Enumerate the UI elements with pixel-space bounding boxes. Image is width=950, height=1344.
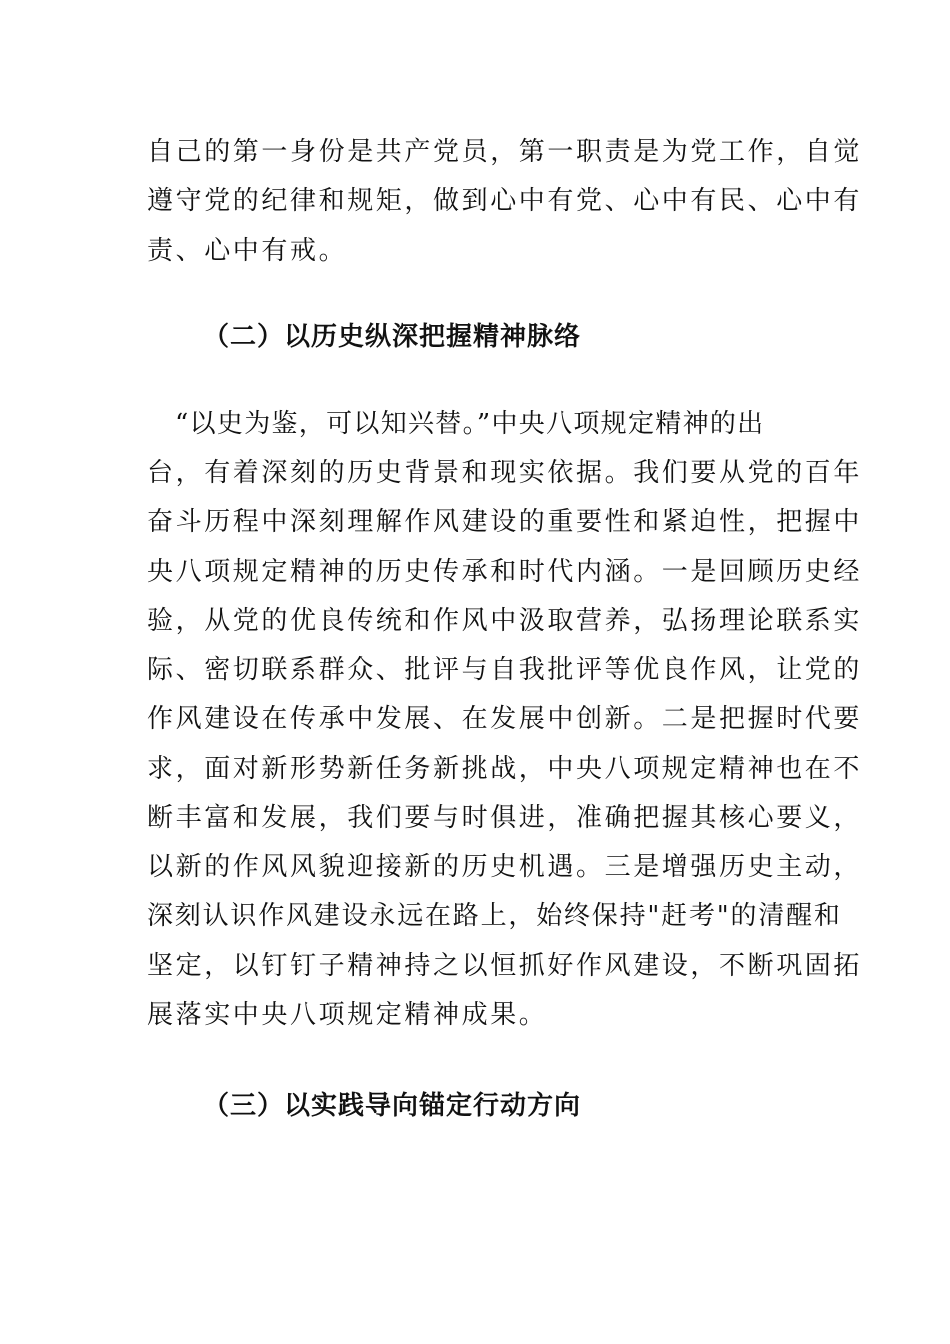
paragraph-line: 验，从党的优良传统和作风中汲取营养，弘扬理论联系实 [147, 606, 863, 636]
paragraph-line: “以史为鉴，可以知兴替。”中央八项规定精神的出 [175, 409, 765, 439]
paragraph-line: 央八项规定精神的历史传承和时代内涵。一是回顾历史经 [147, 557, 863, 587]
paragraph-line: 作风建设在传承中发展、在发展中创新。二是把握时代要 [147, 704, 863, 734]
paragraph-line: 奋斗历程中深刻理解作风建设的重要性和紧迫性，把握中 [147, 507, 863, 537]
paragraph-line: 深刻认识作风建设永远在路上，始终保持"赶考"的清醒和 [147, 901, 842, 931]
paragraph-line: 台，有着深刻的历史背景和现实依据。我们要从党的百年 [147, 458, 863, 488]
paragraph-line: 展落实中央八项规定精神成果。 [147, 1000, 548, 1030]
paragraph-line: 求，面对新形势新任务新挑战，中央八项规定精神也在不 [147, 754, 863, 784]
section-heading: （二）以历史纵深把握精神脉络 [203, 322, 582, 352]
paragraph-line: 自己的第一身份是共产党员，第一职责是为党工作，自觉 [147, 137, 863, 167]
paragraph-line: 遵守党的纪律和规矩，做到心中有党、心中有民、心中有 [147, 186, 863, 216]
paragraph-line: 坚定，以钉钉子精神持之以恒抓好作风建设，不断巩固拓 [147, 951, 863, 981]
paragraph-line: 责、心中有戒。 [147, 236, 348, 266]
paragraph-line: 以新的作风风貌迎接新的历史机遇。三是增强历史主动， [147, 852, 863, 882]
paragraph-line: 际、密切联系群众、批评与自我批评等优良作风，让党的 [147, 655, 863, 685]
paragraph-line: 断丰富和发展，我们要与时俱进，准确把握其核心要义， [147, 803, 863, 833]
section-heading: （三）以实践导向锚定行动方向 [203, 1091, 582, 1121]
